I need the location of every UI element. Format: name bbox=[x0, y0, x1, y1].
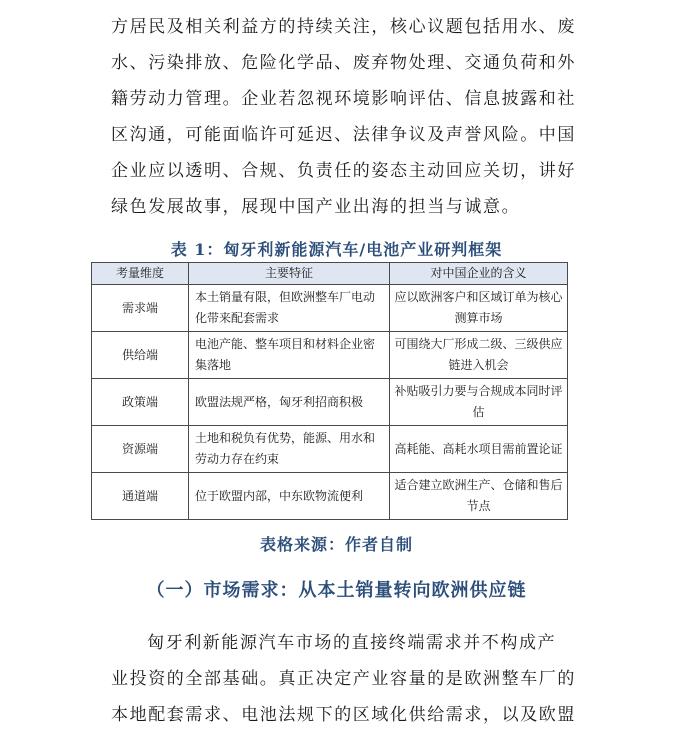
paragraph-line: 水、污染排放、危险化学品、废弃物处理、交通负荷和外 bbox=[111, 53, 576, 73]
paragraph-line: 业投资的全部基础。真正决定产业容量的是欧洲整车厂的 bbox=[111, 669, 576, 689]
paragraph-line: 方居民及相关利益方的持续关注，核心议题包括用水、废 bbox=[111, 17, 576, 37]
table-row bbox=[92, 426, 568, 473]
header-feature: 主要特征 bbox=[189, 263, 390, 285]
cell-meaning: 高耗能、高耗水项目需前置论证 bbox=[390, 426, 568, 473]
header-dimension: 考量维度 bbox=[92, 263, 189, 285]
cell-dimension: 需求端 bbox=[92, 285, 189, 332]
table-source: 表格来源：作者自制 bbox=[259, 535, 413, 554]
cell-meaning: 可围绕大厂形成二级、三级供应链进入机会 bbox=[390, 332, 568, 379]
table-caption: 表 1：匈牙利新能源汽车/电池产业研判框架 bbox=[170, 240, 503, 259]
cell-feature: 本土销量有限，但欧洲整车厂电动化带来配套需求 bbox=[189, 285, 390, 332]
table-row bbox=[92, 332, 568, 379]
bottom-paragraph bbox=[111, 625, 576, 733]
section-heading: （一）市场需求：从本土销量转向欧洲供应链 bbox=[146, 580, 527, 601]
paragraph-line: 绿色发展故事，展现中国产业出海的担当与诚意。 bbox=[111, 197, 521, 217]
header-meaning: 对中国企业的含义 bbox=[390, 263, 568, 285]
cell-meaning: 适合建立欧洲生产、仓储和售后节点 bbox=[390, 473, 568, 520]
framework-table bbox=[91, 262, 568, 520]
cell-dimension: 资源端 bbox=[92, 426, 189, 473]
table-row bbox=[92, 379, 568, 426]
cell-dimension: 通道端 bbox=[92, 473, 189, 520]
cell-meaning: 补贴吸引力要与合规成本同时评估 bbox=[390, 379, 568, 426]
cell-feature: 位于欧盟内部，中东欧物流便利 bbox=[189, 473, 390, 520]
cell-dimension: 政策端 bbox=[92, 379, 189, 426]
table-row bbox=[92, 285, 568, 332]
table-row bbox=[92, 473, 568, 520]
cell-meaning: 应以欧洲客户和区域订单为核心测算市场 bbox=[390, 285, 568, 332]
paragraph-line: 企业应以透明、合规、负责任的姿态主动回应关切，讲好 bbox=[111, 161, 576, 181]
top-paragraph bbox=[111, 9, 576, 225]
paragraph-line: 籍劳动力管理。企业若忽视环境影响评估、信息披露和社 bbox=[111, 89, 576, 109]
table-header-row bbox=[92, 263, 568, 285]
cell-feature: 欧盟法规严格，匈牙利招商积极 bbox=[189, 379, 390, 426]
paragraph-line: 区沟通，可能面临许可延迟、法律争议及声誉风险。中国 bbox=[111, 125, 576, 145]
paragraph-line: 本地配套需求、电池法规下的区域化供给需求，以及欧盟 bbox=[111, 705, 576, 725]
cell-feature: 电池产能、整车项目和材料企业密集落地 bbox=[189, 332, 390, 379]
cell-feature: 土地和税负有优势，能源、用水和劳动力存在约束 bbox=[189, 426, 390, 473]
cell-dimension: 供给端 bbox=[92, 332, 189, 379]
paragraph-line: 匈牙利新能源汽车市场的直接终端需求并不构成产 bbox=[147, 633, 557, 653]
